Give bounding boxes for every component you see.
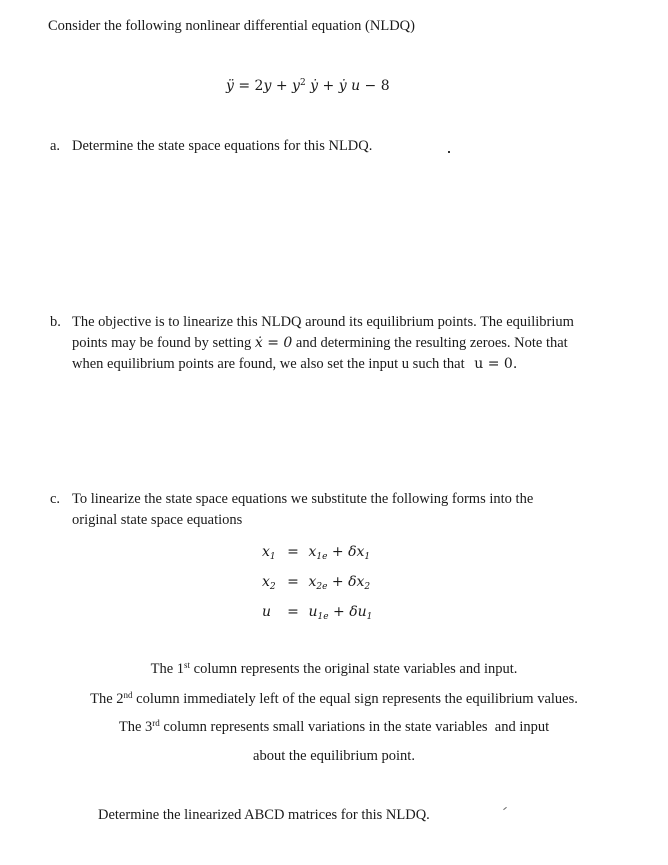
part-b-line1: The objective is to linearize this NLDQ around its equilibrium points. The equilibrium: [72, 314, 574, 330]
part-c-line1: To linearize the state space equations we substitute the following forms into the: [72, 491, 534, 507]
note-column-2: The 2nd column immediately left of the equal sign represents the equilibrium values.: [90, 690, 578, 707]
part-c-body: [72, 489, 642, 531]
part-b: [50, 312, 574, 378]
sub-u-eq: =: [287, 604, 299, 620]
main-equation: ÿ = $2y + y^2$ ẏ + ẏ u − 8: [226, 78, 390, 94]
part-b-line2-pre: points may be found by setting: [72, 335, 252, 351]
substitution-row-x2: $x_2 = x_{2e} + \delta x_2$: [262, 574, 371, 592]
part-c: [50, 489, 534, 533]
sub-x2-lhs: $x_2$: [262, 574, 276, 592]
part-a-text: Determine the state space equations for this NLDQ.: [72, 138, 373, 154]
sub-u-rhs: $u_{1e}$: [308, 604, 329, 622]
part-c-label: c.: [50, 491, 61, 507]
intro-text: Consider the following nonlinear differential equation (NLDQ): [48, 18, 415, 34]
part-a: [50, 136, 373, 157]
sub-u-lhs: u: [262, 604, 272, 620]
part-b-line2-post: and determining the resulting zeroes. Note that: [295, 335, 568, 351]
part-b-line3-pre: when equilibrium points are found, we also set the input u such that: [72, 356, 465, 372]
part-b-body: [72, 312, 642, 375]
scan-dot: [448, 151, 450, 153]
part-a-label: a.: [50, 138, 61, 154]
sub-x1-rhs: $x_{1e}$: [308, 544, 328, 562]
sub-x1-lhs: $x_1$: [262, 544, 276, 562]
part-c-line2: original state space equations: [72, 512, 243, 528]
scan-mark: [503, 807, 507, 810]
final-instruction: Determine the linearized ABCD matrices for this NLDQ.: [98, 807, 430, 823]
sub-x2-rhs: $x_{2e}$: [308, 574, 328, 592]
sub-x1-eq: =: [287, 544, 299, 560]
part-b-label: b.: [50, 314, 61, 330]
part-b-line3: [72, 354, 642, 375]
note-column-1: The 1st column represents the original state variables and input.: [150, 660, 518, 677]
part-b-xdot-math: ẋ = 0: [254, 335, 293, 351]
note-column-3-cont: about the equilibrium point.: [253, 748, 415, 764]
note-column-3: The 3rd column represents small variations in the state variables and input: [118, 718, 550, 735]
substitution-row-u: $u = u_{1e} + \delta u_1$: [262, 604, 373, 622]
sub-x2-eq: =: [287, 574, 299, 590]
part-b-u-math: u = 0.: [474, 356, 518, 372]
part-b-line2: [72, 333, 642, 354]
substitution-row-x1: $x_1 = x_{1e} + \delta x_1$: [262, 544, 371, 562]
